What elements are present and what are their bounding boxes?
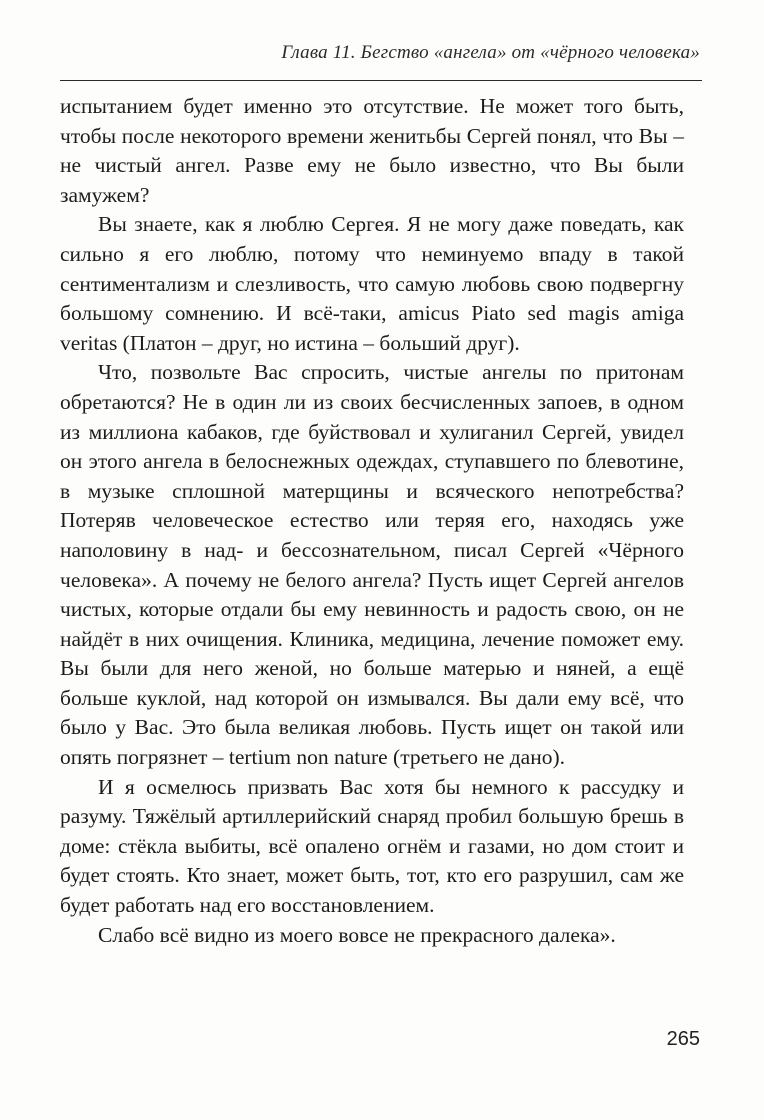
page-number: 265 bbox=[666, 1028, 700, 1050]
running-header-title: Глава 11. Бегство «ангела» от «чёрного человека» bbox=[281, 42, 700, 63]
paragraph: И я осмелюсь призвать Вас хотя бы немного к рассудку и разуму. Тяжёлый артиллерийский снаряд пробил большую брешь в доме: стёкла выбиты, всё опалено огнём и газами, но дом стоит и будет стоять. Кто знает, может быть, тот, кто его разрушил, сам же будет работать над его восстановлением. bbox=[60, 774, 684, 918]
page-body bbox=[60, 92, 684, 950]
paragraph: Слабо всё видно из моего вовсе не прекрасного далека». bbox=[98, 922, 616, 947]
paragraph-continued: испытанием будет именно это отсутствие. Не может того быть, чтобы после некоторого времени женитьбы Сергей понял, что Вы – не чистый ангел. Разве ему не было известно, что Вы были замужем? bbox=[60, 94, 684, 207]
paragraph: Что, позвольте Вас спросить, чистые ангелы по притонам обретаются? Не в один ли из своих бесчисленных запоев, в одном из миллиона кабаков, где буйствовал и хулиганил Сергей, увидел он этого ангела в белоснежных одеждах, ступавшего по блевотине, в музыке сплошной матерщины и всяческого непотребства? Потеряв человеческое естество или теряя его, находясь уже наполовину в над- и бессознательном, писал Сергей «Чёрного человека». А почему не белого ангела? Пусть ищет Сергей ангелов чистых, которые отдали бы ему невинность и радость свою, он не найдёт в них очищения. Клиника, медицина, лечение поможет ему. Вы были для него женой, но больше матерью и няней, а ещё больше куклой, над которой он измывался. Вы дали ему всё, что было у Вас. Это была великая любовь. Пусть ищет он такой или опять погрязнет – tertium non nature (третьего не дано). bbox=[60, 360, 684, 770]
paragraph: Вы знаете, как я люблю Сергея. Я не могу даже поведать, как сильно я его люблю, потому что неминуемо впаду в такой сентиментализм и слезливость, что самую любовь свою подвергну большому сомнению. И всё-таки, amicus Piato sed magis amiga veritas (Платон – друг, но истина – больший друг). bbox=[60, 212, 684, 355]
header-rule bbox=[60, 80, 702, 81]
